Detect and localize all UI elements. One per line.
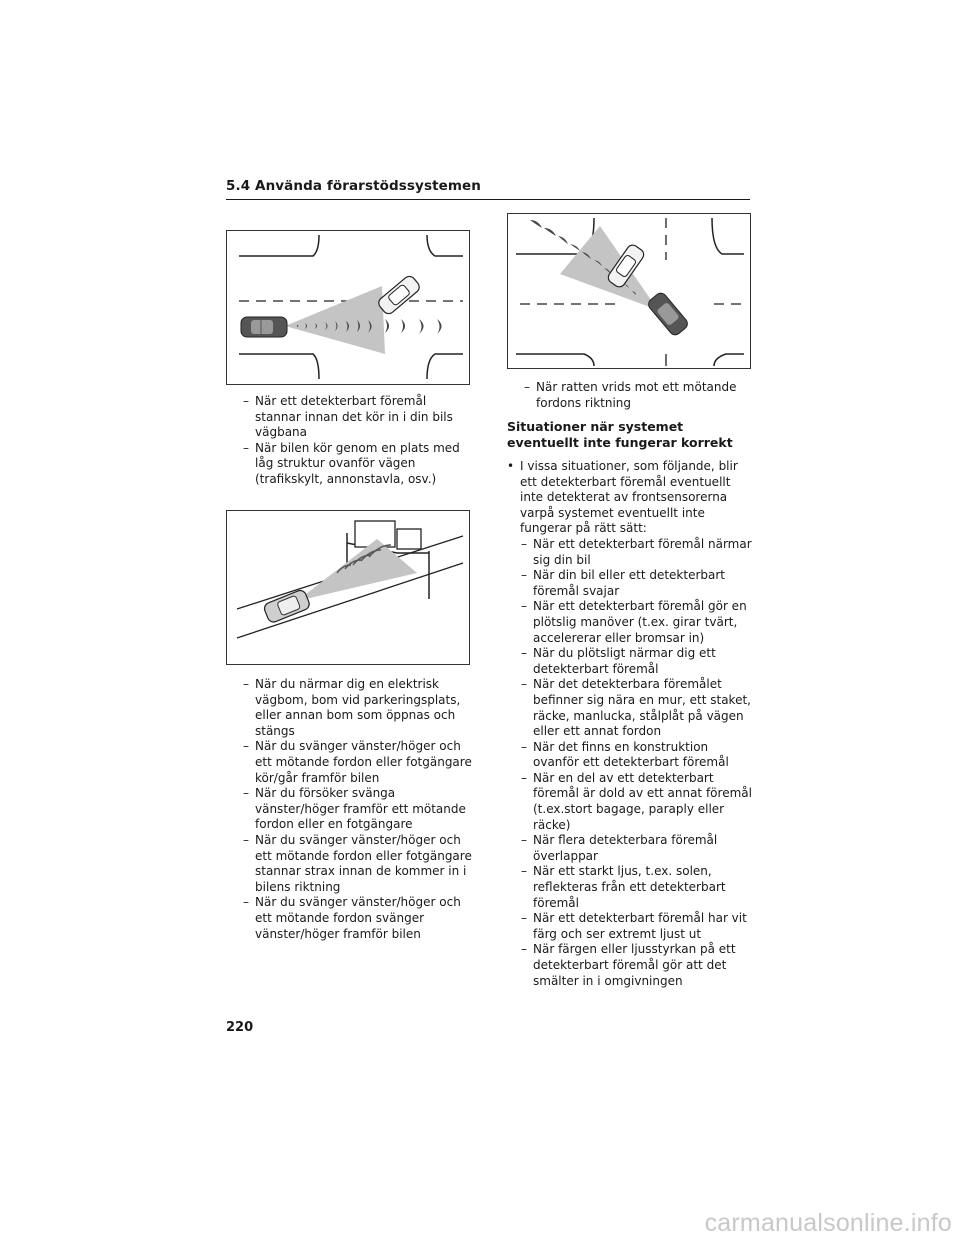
illustration-intersection — [227, 231, 469, 384]
list-item-text: När du plötsligt närmar dig ett detekterbart föremål — [533, 646, 716, 676]
dash-marker: – — [521, 911, 527, 926]
list-item-text: När ett starkt ljus, t.ex. solen, reflekteras från ett detekterbart föremål — [533, 864, 726, 910]
sub-item-list — [521, 537, 753, 989]
list-item — [521, 599, 753, 646]
list-item — [521, 677, 753, 739]
dash-marker: – — [524, 380, 530, 394]
list-item — [243, 394, 473, 441]
list-item — [521, 833, 753, 864]
list-item-text: När flera detekterbara föremål överlappar — [533, 833, 718, 863]
dash-marker: – — [243, 832, 249, 847]
list-item-text: När ett detekterbart föremål har vit färg och ser extremt ljust ut — [533, 911, 747, 941]
dash-marker: – — [521, 677, 527, 692]
list-item-text: När du närmar dig en elektrisk vägbom, bom vid parkeringsplats, eller annan bom som öppnas och stängs — [255, 677, 461, 738]
list-item — [243, 441, 473, 488]
dash-marker: – — [521, 599, 527, 614]
list-item — [521, 864, 753, 911]
bullet-marker: • — [507, 459, 515, 473]
page-number: 220 — [226, 1020, 254, 1035]
list-item-text: När en del av ett detekterbart föremål är dold av ett annat föremål (t.ex.stort bagage, paraply eller räcke) — [533, 770, 752, 832]
sensor-cone — [285, 286, 385, 354]
list-item-text: När du svänger vänster/höger och ett mötande fordon svänger vänster/höger framför bilen — [255, 895, 461, 941]
list-item — [524, 380, 754, 411]
list-item-text: När din bil eller ett detekterbart föremål svajar — [533, 568, 726, 598]
left-list-b — [243, 677, 473, 942]
list-item-text: När det finns en konstruktion ovanför ett detekterbart föremål — [533, 739, 729, 770]
list-item — [521, 568, 753, 599]
list-item — [243, 677, 473, 739]
list-item — [521, 537, 753, 568]
section-subheading: Situationer när systemet eventuellt inte fungerar korrekt — [507, 419, 733, 450]
list-item — [521, 740, 753, 771]
dash-marker: – — [243, 786, 249, 801]
dash-marker: – — [243, 677, 249, 691]
sensor-cone — [560, 226, 658, 310]
dash-marker: – — [521, 833, 527, 848]
list-item-text: När ett detekterbart föremål stannar innan det kör in i din bils vägbana — [255, 394, 453, 440]
dash-marker: – — [521, 942, 527, 957]
list-item-text: När du försöker svänga vänster/höger framför ett mötande fordon eller en fotgängare — [255, 786, 466, 832]
list-item-text: När ett detekterbart föremål gör en plötslig manöver (t.ex. girar tvärt, accelererar eller bromsar in) — [533, 599, 747, 645]
figure-turning-vehicle — [507, 213, 751, 369]
dash-marker: – — [243, 440, 249, 455]
list-item — [243, 833, 473, 895]
figure-overhead-structure — [226, 510, 470, 665]
list-item-text: När bilen kör genom en plats med låg struktur ovanför vägen (trafikskylt, annonstavla, osv.) — [255, 440, 460, 486]
list-item — [521, 942, 753, 989]
list-item — [521, 771, 753, 833]
dash-marker: – — [521, 536, 527, 551]
list-item-text: När färgen eller ljusstyrkan på ett detekterbart föremål gör att det smälter in i omgivningen — [533, 942, 736, 988]
list-item — [521, 911, 753, 942]
figure-stopping-vehicle — [226, 230, 470, 385]
bullet-paragraph — [507, 459, 753, 537]
list-item — [243, 739, 473, 786]
bullet-text: I vissa situationer, som följande, blir ett detekterbart föremål eventuellt inte detekterat av frontsensorerna varpå systemet eventuellt inte fungerar på rätt sätt: — [520, 459, 738, 536]
section-title: 5.4 Använda förarstödssystemen — [226, 178, 750, 200]
right-column-main — [507, 412, 753, 989]
dash-marker: – — [521, 770, 527, 785]
list-item-text: När ratten vrids mot ett mötande fordons riktning — [536, 380, 737, 410]
dash-marker: – — [521, 864, 527, 879]
list-item-text: När ett detekterbart föremål närmar sig din bil — [533, 536, 752, 567]
own-car — [263, 589, 311, 624]
left-list-a — [243, 394, 473, 488]
list-item-text: När det detekterbara föremålet befinner sig nära en mur, ett staket, räcke, manlucka, stålplåt på vägen eller ett annat fordon — [533, 677, 751, 739]
illustration-overhead-sign — [227, 511, 469, 664]
dash-marker: – — [521, 568, 527, 583]
oncoming-car — [376, 274, 421, 316]
own-car — [241, 317, 287, 337]
illustration-turning — [508, 214, 750, 368]
dash-marker: – — [521, 739, 527, 754]
watermark: carmanualsonline.info — [704, 1209, 952, 1237]
list-item — [521, 646, 753, 677]
right-column — [524, 380, 754, 411]
dash-marker: – — [243, 394, 249, 408]
dash-marker: – — [243, 895, 249, 910]
list-item-text: När du svänger vänster/höger och ett mötande fordon eller fotgängare stannar strax innan de kommer in i bilens riktning — [255, 832, 472, 894]
dash-marker: – — [521, 646, 527, 661]
own-car — [646, 291, 690, 338]
list-item-text: När du svänger vänster/höger och ett mötande fordon eller fotgängare kör/går framför bilen — [255, 739, 472, 785]
list-item — [243, 895, 473, 942]
dash-marker: – — [243, 739, 249, 754]
list-item — [243, 786, 473, 833]
